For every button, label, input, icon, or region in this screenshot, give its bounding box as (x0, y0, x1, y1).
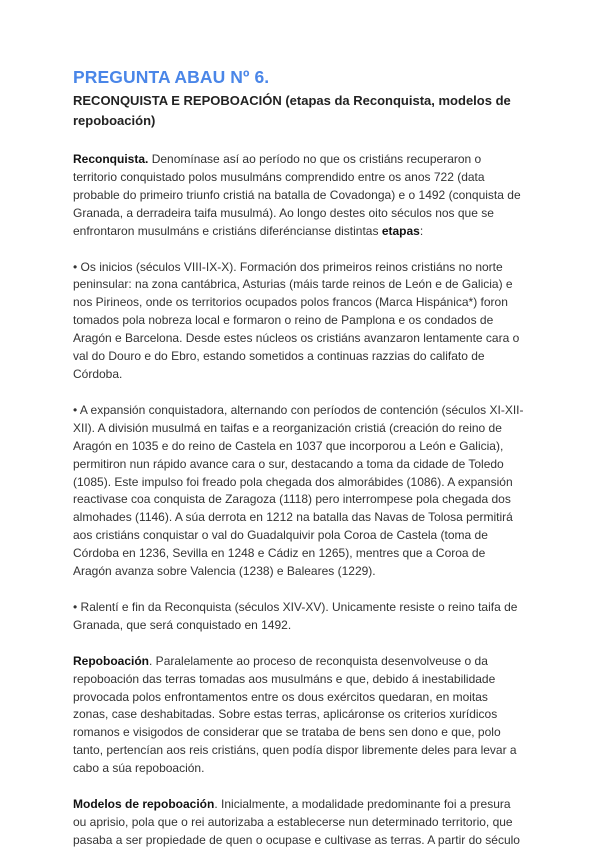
term-etapas: etapas (381, 223, 420, 238)
paragraph-stage-1: • Os inicios (séculos VIII-IX-X). Formación dos primeiros reinos cristiáns no norte peninsular: na zona cantábrica, Asturias (máis tarde reinos de León e de Galicia) e nos Pirineos, onde os territorios ocupados polos francos (Marca Hispánica*) foron tomados pola nobreza local e formaron o reino de Pamplona e os condados de Aragón e Barcelona. Desde estes núcleos os cristiáns avanzaron lentamente cara o val do Douro e do Ebro, estando sometidos a continuas razzias do califato de Córdoba. (73, 259, 520, 381)
paragraph-repoboacion (73, 653, 525, 778)
term-reconquista: Reconquista. (73, 152, 149, 166)
text-modelos: . Inicialmente, a modalidade predominante foi a presura ou aprisio, pola que o rei autorizaba a establecerse nun determinado territorio, que pasaba a ser propiedade de quen o ocupase e cultivase as terras. A partir do século (73, 797, 520, 847)
text-reconquista: Denomínase así ao período no que os cristiáns recuperaron o territorio conquistado polos musulmáns comprendido entre os anos 722 (data probable do primeiro triunfo cristiá na batalla de Covadonga) e o 1492 (conquista de Granada, a derradeira taifa musulmá). Ao longo destes oito séculos nos que se enfrontaron musulmáns e cristiáns diferéncianse distintas (73, 152, 521, 238)
paragraph-stage-2: • A expansión conquistadora, alternando con períodos de contención (séculos XI-XII-XII). A división musulmá en taifas e a reorganización cristiá (creación do reino de Aragón en 1035 e do reino de Castela en 1037 que incorporou a León e Galicia), permitiron nun rápido avance cara o sur, destacando a toma da cidade de Toledo (1085). Este impulso foi freado pola chegada dos almorábides (1086). A expansión reactivase coa conquista de Zaragoza (1118) pero interrompese pola chegada dos almohades (1146). A súa derrota en 1212 na batalla das Navas de Tolosa permitirá aos cristiáns conquistar o val do Guadalquivir pola Coroa de Castela (toma de Córdoba en 1236, Sevilla en 1248 e Cádiz en 1265), mentres que a Coroa de Aragón avanza sobre Valencia (1238) e Baleares (1229). (73, 402, 524, 579)
text-repoboacion: . Paralelamente ao proceso de reconquista desenvolveuse o da repoboación das terras tomadas aos musulmáns e que, debido á inestabilidade provocada polos enfrontamentos entre os dous exércitos quedaran, en moitas zonas, case deshabitadas. Sobre estas terras, aplicáronse os criterios xurídicos romanos e visigodos de considerar que se trataba de bens sen dono e que, polo tanto, pertencían aos reis cristiáns, quen podía dispor libremente deles para levar a cabo a súa repoboación. (73, 653, 517, 776)
page-subtitle: RECONQUISTA E REPOBOACIÓN (etapas da Reconquista, modelos de repoboación) (73, 93, 511, 128)
paragraph-modelos (73, 796, 525, 850)
paragraph-reconquista (73, 151, 525, 241)
term-repoboacion: Repoboación (73, 653, 150, 668)
page-title: PREGUNTA ABAU Nº 6. (73, 67, 270, 87)
paragraph-stage-3: • Ralentí e fin da Reconquista (séculos XIV-XV). Unicamente resiste o reino taifa de Granada, que será conquistado en 1492. (73, 599, 518, 632)
colon: : (419, 223, 424, 238)
document-page (73, 66, 525, 850)
term-modelos: Modelos de repoboación (73, 797, 215, 812)
